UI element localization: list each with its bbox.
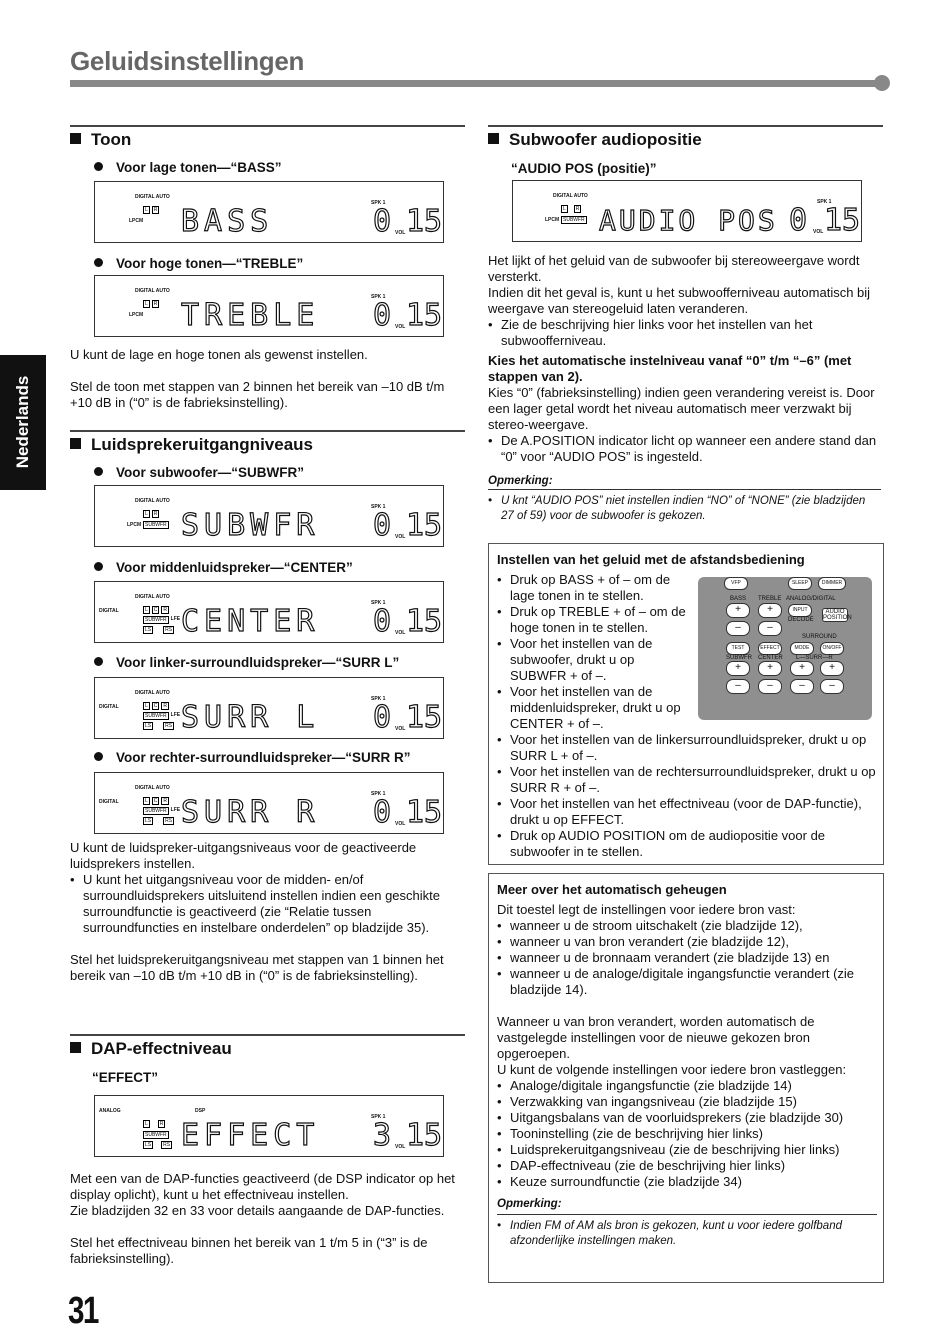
list-item: • Luidsprekeruitgangsniveau (zie de beschrijving hier links)	[497, 1142, 877, 1158]
display-value: 3	[373, 1118, 392, 1153]
list-item: • wanneer u van bron verandert (zie bladzijde 12),	[497, 934, 877, 950]
indicator-vol: VOL	[395, 726, 406, 732]
indicator-vol: VOL	[395, 230, 406, 236]
label-decode: DECODE	[788, 617, 814, 623]
ch-c: C	[153, 607, 158, 613]
indicator-surround	[143, 817, 174, 825]
list-item: • Druk op BASS + of – om de lage tonen in te stellen.	[497, 572, 690, 604]
display-text: TREBLE	[181, 298, 320, 333]
subwfr-minus-button: –	[726, 679, 750, 694]
ch-l: L	[145, 703, 148, 709]
treble-plus-button: +	[758, 603, 782, 618]
ch-c: C	[153, 703, 158, 709]
list-item: • De A.POSITION indicator licht op wanneer een andere stand dan “0” voor “AUDIO POS” is ingesteld.	[488, 433, 888, 465]
language-side-tab	[0, 355, 46, 490]
display-surr-r	[94, 772, 444, 834]
display-volume: 15	[406, 508, 443, 543]
section-rule	[488, 125, 883, 127]
paragraph: U kunt de lage en hoge tonen als gewenst instellen.	[70, 347, 368, 362]
ch-c: C	[153, 798, 158, 804]
display-value: 0	[789, 203, 808, 238]
display-text: SURR R	[181, 795, 320, 830]
auto-memory-box	[488, 873, 884, 1283]
dap-text	[70, 1171, 465, 1267]
paragraph: Zie bladzijden 32 en 33 voor details aangaande de DAP-functies.	[70, 1203, 445, 1218]
display-value: 0	[373, 795, 392, 830]
indicator-subwfr-lfe	[143, 807, 180, 815]
display-value: 0	[373, 700, 392, 735]
indicator-digital-auto: DIGITAL AUTO	[553, 193, 588, 199]
display-surr-l	[94, 677, 444, 739]
indicator-digital-auto: DIGITAL AUTO	[135, 690, 170, 696]
indicator-subwfr	[561, 216, 587, 224]
indicator-spk: SPK 1	[371, 696, 386, 702]
remote-box-heading: Instellen van het geluid met de afstandsbediening	[497, 552, 805, 567]
indicator-channels	[143, 510, 159, 518]
ch-r: R	[163, 607, 168, 613]
indicator-lpcm: LPCM	[129, 218, 144, 224]
ch-rs: RS	[165, 723, 173, 729]
paragraph: Indien dit het geval is, kunt u het subwoofferniveau automatisch bij weergave van stereogeluid laten veranderen.	[488, 285, 871, 316]
page-number: 31	[68, 1290, 98, 1332]
onoff-button: ON/OFF	[820, 642, 844, 655]
indicator-subwfr	[143, 521, 169, 529]
list-item: • Druk op AUDIO POSITION om de audiopositie voor de subwoofer in te stellen.	[497, 828, 879, 860]
indicator-spk: SPK 1	[817, 199, 832, 205]
indicator-channels	[561, 205, 581, 213]
list-item: • wanneer u de analoge/digitale ingangsfunctie verandert (zie bladzijde 14).	[497, 966, 877, 998]
display-audio-pos	[512, 180, 862, 242]
display-volume: 15	[406, 1118, 443, 1153]
heading-dap: DAP-effectniveau	[70, 1039, 232, 1059]
instruction: Kies het automatische instelniveau vanaf “0” t/m “–6” (met stappen van 2).	[488, 353, 852, 384]
indicator-channels	[143, 702, 169, 710]
title-rule-dot	[874, 75, 890, 91]
display-text: BASS	[181, 204, 274, 239]
ch-r: R	[153, 511, 158, 517]
ch-r: R	[153, 207, 158, 213]
remote-control-illustration	[698, 577, 872, 720]
indicator-spk: SPK 1	[371, 1114, 386, 1120]
ch-subwfr: SUBWFR	[145, 808, 167, 814]
display-volume: 15	[824, 203, 861, 238]
indicator-digital: DIGITAL	[99, 799, 119, 805]
paragraph: Met een van de DAP-functies geactiveerd (de DSP indicator op het display oplicht), kunt u het effectniveau instellen.	[70, 1171, 455, 1202]
display-value: 0	[373, 604, 392, 639]
ch-l: L	[145, 301, 148, 307]
display-text: AUDIO POS	[599, 204, 778, 237]
paragraph: Dit toestel legt de instellingen voor iedere bron vast:	[497, 902, 796, 917]
ch-lfe: LFE	[170, 712, 181, 718]
indicator-spk: SPK 1	[371, 504, 386, 510]
indicator-surround	[143, 1141, 172, 1149]
page-title: Geluidsinstellingen	[70, 46, 305, 76]
paragraph: Het lijkt of het geluid van de subwoofer bij stereoweergave wordt versterkt.	[488, 253, 860, 284]
vfp-button: VFP	[724, 577, 748, 590]
ch-subwfr: SUBWFR	[145, 617, 167, 623]
memory-list-1	[497, 918, 877, 998]
toon-text	[70, 347, 465, 411]
indicator-channels	[143, 1120, 165, 1128]
ch-lfe: LFE	[170, 807, 181, 813]
input-button: INPUT	[788, 604, 812, 617]
surr-r-minus-button: –	[820, 679, 844, 694]
display-volume: 15	[406, 700, 443, 735]
display-text: SURR L	[181, 700, 320, 735]
list-item: • Druk op TREBLE + of – om de hoge tonen in te stellen.	[497, 604, 690, 636]
indicator-lpcm: LPCM	[127, 522, 142, 528]
subwoofer-text	[488, 253, 888, 465]
ch-rs: RS	[163, 1142, 171, 1148]
surr-r-plus-button: +	[820, 661, 844, 676]
display-text: EFFECT	[181, 1118, 320, 1153]
list-item: • DAP-effectniveau (zie de beschrijving hier links)	[497, 1158, 877, 1174]
display-center	[94, 581, 444, 643]
ch-l: L	[145, 207, 148, 213]
indicator-digital-auto: DIGITAL AUTO	[135, 785, 170, 791]
list-item: • wanneer u de stroom uitschakelt (zie bladzijde 12),	[497, 918, 877, 934]
note-text: • Indien FM of AM als bron is gekozen, kunt u voor iedere golfband afzonderlijke instellingen maken.	[497, 1219, 877, 1249]
ch-rs: RS	[165, 627, 173, 633]
display-volume: 15	[406, 604, 443, 639]
indicator-vol: VOL	[395, 324, 406, 330]
center-minus-button: –	[758, 679, 782, 694]
label-treble: Voor hoge tonen—“TREBLE”	[94, 256, 303, 271]
heading-subwoofer: Subwoofer audiopositie	[488, 130, 702, 150]
paragraph: Wanneer u van bron verandert, worden automatisch de vastgelegde instellingen voor de nieuwe gekozen bron opgeroepen.	[497, 1014, 815, 1061]
indicator-channels	[143, 606, 169, 614]
display-subwfr	[94, 485, 444, 547]
indicator-digital-auto: DIGITAL AUTO	[135, 498, 170, 504]
ch-l: L	[145, 607, 148, 613]
ch-subwfr: SUBWFR	[145, 1132, 167, 1138]
list-item: • U kunt het uitgangsniveau voor de midden- en/of surroundluidsprekers uitsluitend instellen indien een geschikte surroundfunctie is geactiveerd (zie “Relatie tussen surroundfuncties en instelbare onderdelen” op bladzijde 35).	[70, 872, 470, 936]
ch-ls: LS	[145, 723, 152, 729]
ch-r: R	[575, 206, 580, 212]
display-value: 0	[373, 204, 392, 239]
list-item: • wanneer u de bronnaam verandert (zie bladzijde 13) en	[497, 950, 877, 966]
section-rule	[70, 1034, 465, 1036]
indicator-spk: SPK 1	[371, 294, 386, 300]
paragraph: Stel de toon met stappen van 2 binnen het bereik van –10 dB t/m +10 dB in (“0” is de fabrieksinstelling).	[70, 379, 445, 410]
display-treble	[94, 275, 444, 337]
note-heading: Opmerking:	[488, 475, 881, 490]
list-item: • Keuze surroundfunctie (zie bladzijde 34)	[497, 1174, 877, 1190]
display-effect	[94, 1095, 444, 1157]
sleep-button: SLEEP	[788, 577, 812, 590]
ch-r: R	[159, 1121, 164, 1127]
note-audio-pos	[488, 475, 881, 524]
paragraph: U kunt de volgende instellingen voor iedere bron vastleggen:	[497, 1062, 847, 1077]
display-value: 0	[373, 508, 392, 543]
paragraph: Stel het effectniveau binnen het bereik van 1 t/m 5 in (“3” is de fabrieksinstelling).	[70, 1235, 428, 1266]
label-treble: TREBLE	[758, 596, 782, 602]
ch-l: L	[563, 206, 566, 212]
label-surr: L—SURR—R	[796, 655, 833, 661]
label-center: Voor middenluidspreker—“CENTER”	[94, 560, 353, 575]
bass-plus-button: +	[726, 603, 750, 618]
indicator-subwfr-lfe	[143, 712, 180, 720]
indicator-subwfr-lfe	[143, 616, 180, 624]
paragraph: U kunt de luidspreker-uitgangsniveaus voor de geactiveerde luidsprekers instellen.	[70, 840, 417, 871]
dimmer-button: DIMMER	[818, 577, 846, 590]
indicator-channels	[143, 300, 159, 308]
center-plus-button: +	[758, 661, 782, 676]
indicator-digital-auto: DIGITAL AUTO	[135, 288, 170, 294]
surr-l-minus-button: –	[790, 679, 814, 694]
mode-button: MODE	[790, 642, 814, 655]
ch-l: L	[145, 511, 148, 517]
display-volume: 15	[406, 795, 443, 830]
indicator-digital: DIGITAL	[99, 608, 119, 614]
indicator-spk: SPK 1	[371, 200, 386, 206]
list-item: • Tooninstelling (zie de beschrijving hier links)	[497, 1126, 877, 1142]
indicator-vol: VOL	[813, 229, 824, 235]
indicator-dsp: DSP	[195, 1108, 206, 1114]
list-item: • Verzwakking van ingangsniveau (zie bladzijde 15)	[497, 1094, 877, 1110]
side-tab-label: Nederlands	[13, 375, 32, 469]
ch-r: R	[153, 301, 158, 307]
display-text: CENTER	[181, 604, 320, 639]
indicator-spk: SPK 1	[371, 791, 386, 797]
ch-subwfr: SUBWFR	[145, 522, 167, 528]
ch-l: L	[145, 1121, 148, 1127]
bass-minus-button: –	[726, 621, 750, 636]
list-item: • Voor het instellen van de middenluidspreker, drukt u op CENTER + of –.	[497, 684, 690, 732]
ch-subwfr: SUBWFR	[145, 713, 167, 719]
indicator-vol: VOL	[395, 1144, 406, 1150]
indicator-lpcm: LPCM	[129, 312, 144, 318]
ch-r: R	[163, 798, 168, 804]
title-rule	[70, 80, 878, 87]
display-volume: 15	[406, 204, 443, 239]
list-item: • Voor het instellen van de linkersurroundluidspreker, drukt u op SURR L + of –.	[497, 732, 879, 764]
memory-box-content	[497, 882, 877, 1249]
test-button: TEST	[726, 642, 750, 655]
ch-lfe: LFE	[170, 616, 181, 622]
memory-list-2	[497, 1078, 877, 1190]
heading-toon: Toon	[70, 130, 131, 150]
list-item: • Voor het instellen van de subwoofer, drukt u op SUBWFR + of –.	[497, 636, 690, 684]
audio-position-button: AUDIO POSITION	[823, 609, 852, 621]
indicator-surround	[143, 626, 174, 634]
list-item: • Analoge/digitale ingangsfunctie (zie bladzijde 14)	[497, 1078, 877, 1094]
heading-luidspreker: Luidsprekeruitgangniveaus	[70, 435, 313, 455]
indicator-vol: VOL	[395, 821, 406, 827]
label-center: CENTER	[758, 655, 783, 661]
luidspreker-text	[70, 840, 470, 984]
list-item: • Voor het instellen van de rechtersurroundluidspreker, drukt u op SURR R + of –.	[497, 764, 879, 796]
note-heading: Opmerking:	[497, 1196, 877, 1215]
label-bass: Voor lage tonen—“BASS”	[94, 160, 282, 175]
note-text: • U knt “AUDIO POS” niet instellen indien “NO” of “NONE” (zie bladzijden 27 of 59) voor de subwoofer is gekozen.	[488, 494, 881, 524]
display-text: SUBWFR	[181, 508, 320, 543]
display-bass	[94, 181, 444, 243]
memory-box-heading: Meer over het automatisch geheugen	[497, 882, 727, 897]
list-item: • Uitgangsbalans van de voorluidsprekers (zie bladzijde 30)	[497, 1110, 877, 1126]
label-bass: BASS	[730, 596, 747, 602]
label-subwfr: SUBWFR	[726, 655, 752, 661]
indicator-vol: VOL	[395, 534, 406, 540]
indicator-vol: VOL	[395, 630, 406, 636]
ch-r: R	[163, 703, 168, 709]
indicator-channels	[143, 206, 159, 214]
indicator-digital: DIGITAL	[99, 704, 119, 710]
paragraph: Kies “0” (fabrieksinstelling) indien geen verandering vereist is. Door een lager getal wordt het niveau automatisch meer verzwakt bij stereo-weergave.	[488, 385, 875, 432]
ch-ls: LS	[145, 1142, 152, 1148]
treble-minus-button: –	[758, 621, 782, 636]
surr-l-plus-button: +	[790, 661, 814, 676]
indicator-spk: SPK 1	[371, 600, 386, 606]
indicator-digital-auto: DIGITAL AUTO	[135, 194, 170, 200]
indicator-analog: ANALOG	[99, 1108, 121, 1114]
label-subwfr: Voor subwoofer—“SUBWFR”	[94, 465, 304, 480]
label-surr-l: Voor linker-surroundluidspreker—“SURR L”	[94, 655, 399, 670]
label-surr-r: Voor rechter-surroundluidspreker—“SURR R”	[94, 750, 411, 765]
subheading-effect: “EFFECT”	[92, 1070, 158, 1085]
indicator-surround	[143, 722, 174, 730]
indicator-digital-auto: DIGITAL AUTO	[135, 594, 170, 600]
section-rule	[70, 430, 465, 432]
label-analog-digital: ANALOG/DIGITAL	[786, 596, 836, 602]
display-value: 0	[373, 298, 392, 333]
effect-button: EFFECT	[758, 642, 782, 655]
list-item: • Zie de beschrijving hier links voor het instellen van het subwoofferniveau.	[488, 317, 888, 349]
subwfr-plus-button: +	[726, 661, 750, 676]
ch-rs: RS	[165, 818, 173, 824]
section-rule	[70, 125, 465, 127]
indicator-channels	[143, 797, 169, 805]
display-volume: 15	[406, 298, 443, 333]
paragraph: Stel het luidsprekeruitgangsniveau met stappen van 1 binnen het bereik van –10 dB t/m +10 dB in (“0” is de fabrieksinstelling).	[70, 952, 444, 983]
ch-subwfr: SUBWFR	[563, 217, 585, 223]
ch-ls: LS	[145, 627, 152, 633]
ch-ls: LS	[145, 818, 152, 824]
indicator-subwfr	[143, 1131, 169, 1139]
subheading-audio-pos: “AUDIO POS (positie)”	[511, 161, 657, 176]
label-surround: SURROUND	[802, 634, 837, 640]
list-item: • Voor het instellen van het effectniveau (voor de DAP-functie), drukt u op EFFECT.	[497, 796, 879, 828]
ch-l: L	[145, 798, 148, 804]
indicator-lpcm: LPCM	[545, 217, 560, 223]
